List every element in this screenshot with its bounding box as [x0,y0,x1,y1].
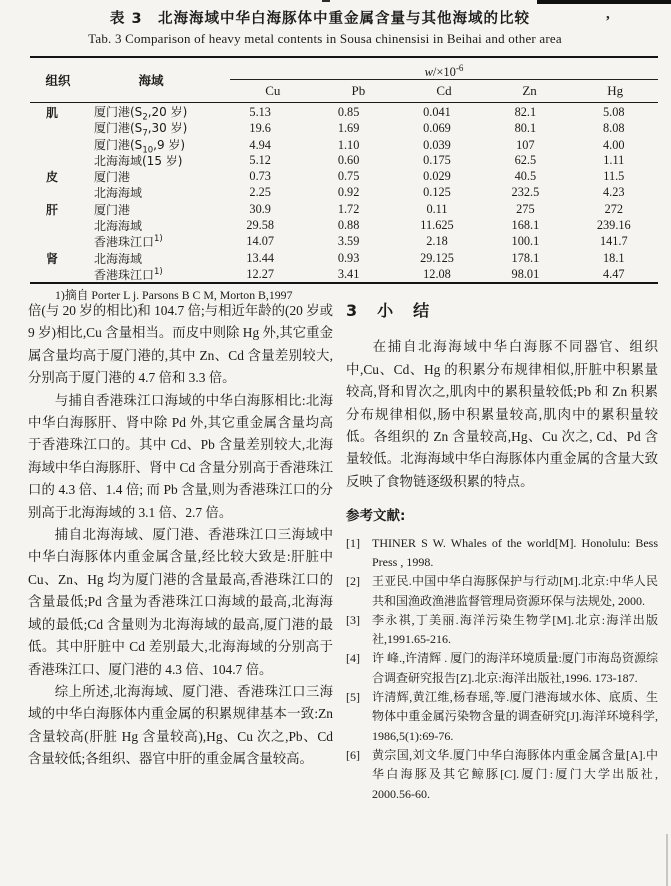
value-cell: 11.625 [420,218,454,233]
table-row [30,152,658,168]
section-title: 小 结 [377,301,432,320]
left-text-column [28,300,333,771]
scan-artifact-dot [322,0,330,2]
area-cell: 厦门港($S_{10},9$ 岁) [94,137,186,155]
area-cell: 北海海域(15 岁) [94,153,183,168]
value-cell: 1.10 [337,137,360,152]
unit-symbol: w [424,65,433,80]
value-cell: 272 [604,201,624,216]
tissue-cell: 肌 [46,106,59,121]
table-row [30,201,658,217]
tissue-cell: 肝 [46,202,59,217]
area-cell: 北海海域 [94,219,143,234]
value-cell: 14.07 [246,234,275,249]
value-cell: 3.59 [337,234,360,249]
value-cell: 5.13 [249,105,271,120]
area-cell: 厦门港($S_7,30$ 岁) [94,121,188,139]
body-paragraph: 倍(与 20 岁的相比)和 104.7 倍;与相近年龄的(20 岁或 9 岁)相比,Cu 含量相当。而皮中则除 Hg 外,其它重金属含量均高于厦门港的,其中 Zn、Cd 含量差别较大,分别高于厦门港的 4.7 倍和 3.3 倍。 [28,303,333,386]
value-cell: 2.18 [426,234,448,249]
reference-item: [6] 黄宗国,刘文华.厦门中华白海豚体内重金属含量[A].中华白海豚及其它鲸豚[C].厦门:厦门大学出版社, 2000.56-60. [346,747,658,801]
value-cell: 29.125 [420,250,454,265]
area-cell: 香港珠江口$^{1)}$ [94,266,163,282]
value-cell: 275 [516,201,535,216]
value-cell: 62.5 [514,152,537,167]
column-header-tissue: 组织 [45,73,71,88]
value-cell: 0.069 [423,121,451,136]
reference-item: [1] THINER S W. Whales of the world[M]. Honolulu: Bess Press , 1998. [346,535,658,569]
reference-number: [1] [346,535,360,550]
value-cell: 0.60 [337,152,360,167]
value-cell: 100.1 [511,234,540,249]
table-row [30,168,658,184]
reference-number: [5] [346,690,360,705]
value-cell: 4.47 [603,266,625,281]
metal-header-pb: Pb [351,83,366,98]
value-cell: 0.85 [337,105,360,120]
value-cell: 239.16 [596,218,631,233]
table-body [30,103,658,282]
value-cell: 12.27 [246,266,275,281]
value-cell: 29.58 [246,218,275,233]
value-cell: 0.125 [423,185,451,200]
references-list [346,534,658,804]
right-text-column [346,296,658,804]
body-paragraph: 捕自北海海域、厦门港、香港珠江口三海域中中华白海豚体内重金属含量,经比较大致是:肝脏中 Cu、Zn、Hg 均为厦门港的含量最高,香港珠江口的含量最低;Pd 含量为香港珠江口海域的最高,北海海域的最低;Cd 含量则为北海海域的最高,厦门港的最低。其中肝脏中 Cd 差别最大,北海海域的分别高于香港珠江口、厦门港的 4.3 倍、104.7 倍。 [28,527,333,677]
table-row [30,217,658,233]
value-cell: 8.08 [603,121,625,136]
tissue-cell: 肾 [46,251,59,266]
value-cell: 5.08 [603,105,625,120]
value-cell: 1.72 [337,201,360,216]
table-row [30,119,658,139]
table-title-english: Tab. 3 Comparison of heavy metal contents in Sousa chinensisi in Beihai and other area [88,31,562,46]
table-header [30,58,658,102]
metal-header-hg: Hg [607,83,624,98]
metal-header-cd: Cd [436,83,452,98]
section-number: 3 [346,301,360,320]
value-cell: 4.23 [603,185,625,200]
reference-number: [6] [346,747,360,762]
value-cell: 4.00 [603,137,625,152]
value-cell: 0.11 [426,201,448,216]
area-cell: 厦门港 [94,170,131,185]
value-cell: 0.039 [423,137,451,152]
tissue-cell: 皮 [46,170,59,185]
comparison-table [30,56,658,284]
reference-number: [4] [346,651,360,666]
reference-number: [2] [346,574,360,589]
area-cell: 北海海域 [94,251,143,266]
area-cell: 厦门港 [94,202,131,217]
value-cell: 0.92 [337,185,360,200]
value-cell: 80.1 [514,121,537,136]
value-cell: 11.5 [603,169,625,184]
body-paragraph: 与捕自香港珠江口海域的中华白海豚相比:北海中华白海豚肝、肾中除 Pd 外,其它重金属含量均高于香港珠江口的。其中 Cd、Pb 含量差别较大,北海海域中华白海豚肝、肾中 Cd 含量分别高于香港珠江口的 4.3 倍、1.4 倍; 而 Pb 含量,则为香港珠江口的分别高于北海海域的 3.1 倍、2.7 倍。 [28,392,333,520]
value-cell: 0.75 [337,169,360,184]
value-cell: 1.11 [603,152,625,167]
reference-item: [5] 许清辉,黄江维,杨春瑶,等.厦门港海域水体、底质、生物体中重金属污染物含量的调查研究[J].海洋环境科学, 1986,5(1):69-76. [346,690,658,743]
value-cell: 5.12 [249,152,271,167]
metal-column-headers [230,80,658,102]
scan-artifact-right-line [666,834,668,886]
value-cell: 3.41 [337,266,360,281]
value-cell: 0.041 [423,105,451,120]
section-heading [346,300,658,322]
value-cell: 141.7 [599,234,628,249]
value-cell: 0.029 [423,169,451,184]
value-cell: 13.44 [246,250,275,265]
table-title-chinese: 表 3 北海海域中华白海豚体中重金属含量与其他海域的比较 [109,11,531,27]
summary-paragraph: 在捕自北海海域中华白海豚不同器官、组织中,Cu、Cd、Hg 的积累分布规律相似,肝脏中积累量较高,肾和胃次之,肌肉中的累积量较低;Pb 和 Zn 积累分布规律相似,肠中积累量较高,肌肉中的累积量较低。各组织的 Zn 含量较高,Hg、Cu 次之, Cd、Pd 含量较低。北海海域中华白海豚体内重金属的含量大致反映了食物链逐级积累的特点。 [346,339,658,489]
reference-item: [2] 王亚民.中国中华白海豚保护与行动[M].北京:中华人民共和国渔政渔港监督管理局资源环保与法规处, 2000. [346,574,658,608]
value-cell: 0.175 [423,152,451,167]
reference-item: [4] 许 峰.,许清辉 . 厦门的海洋环境质量:厦门市海岛资源综合调查研究报告[Z].北京:海洋出版社,1996. 173-187. [346,651,658,685]
value-cell: 82.1 [514,105,537,120]
value-cell: 12.08 [423,266,451,281]
table-row [30,103,658,123]
value-cell: 107 [516,137,535,152]
metal-header-zn: Zn [522,83,537,98]
stray-comma-mark: , [606,6,610,22]
value-cell: 40.5 [514,169,537,184]
table-row [30,266,658,282]
table-row [30,233,658,249]
reference-number: [3] [346,612,360,627]
metal-header-cu: Cu [265,83,281,98]
unit-header [230,58,658,80]
value-cell: 232.5 [511,185,540,200]
value-cell: 0.88 [337,218,360,233]
value-cell: 0.93 [337,250,360,265]
table-footnote: 1)摘自 Porter L j. Parsons B C M, Morton B,1997 [55,288,293,302]
body-paragraph: 综上所述,北海海域、厦门港、香港珠江口三海域的中华白海豚体内重金属的积累规律基本一致:Zn 含量较高(肝脏 Hg 含量较高),Hg、Cu 次之,Pb、Cd 含量较低;各组织、器官中肝的重金属含量较高。 [28,683,333,767]
table-row [30,136,658,155]
value-cell: 30.9 [249,201,271,216]
value-cell: 98.01 [511,266,540,281]
value-cell: 4.94 [249,137,271,152]
unit-exponent: -6 [455,63,464,73]
table-row [30,250,658,266]
area-cell: 北海海域 [94,186,143,201]
references-heading: 参考文献: [346,508,406,525]
value-cell: 18.1 [603,250,625,265]
scan-artifact-top-bar [537,0,671,4]
area-cell: 厦门港($S_2,20$ 岁) [94,105,188,123]
reference-item: [3] 李永祺,丁美丽.海洋污染生物学[M].北京:海洋出版社,1991.65-216. [346,612,658,647]
column-header-area: 海域 [138,73,164,88]
table-row [30,184,658,200]
unit-rest: /×10 [432,65,456,80]
value-cell: 1.69 [337,121,360,136]
area-cell: 香港珠江口$^{1)}$ [94,234,163,250]
value-cell: 178.1 [511,250,540,265]
value-cell: 19.6 [249,121,271,136]
value-cell: 168.1 [511,218,540,233]
value-cell: 2.25 [249,185,271,200]
value-cell: 0.73 [249,169,271,184]
